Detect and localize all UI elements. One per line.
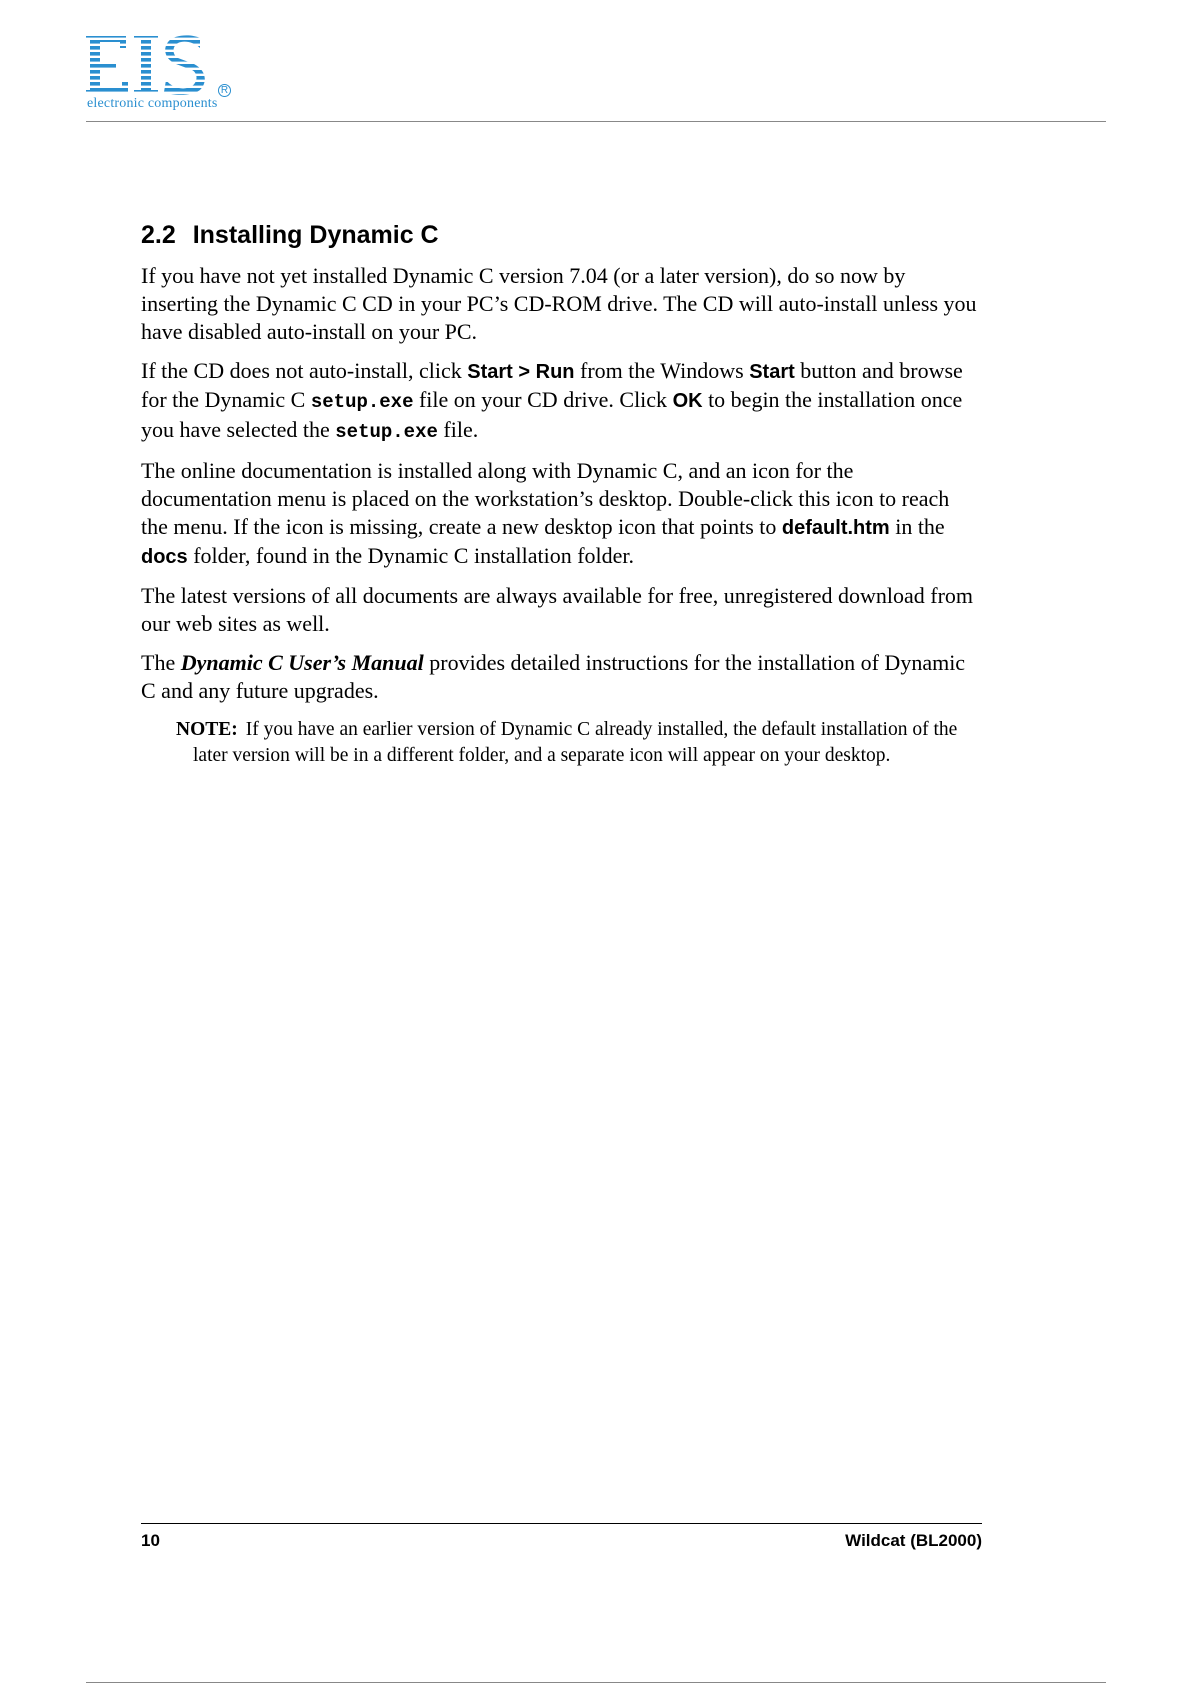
section-title: Installing Dynamic C <box>192 221 439 249</box>
p3-text-c: folder, found in the Dynamic C installation folder. <box>187 543 635 568</box>
logo-letter-i <box>134 34 158 96</box>
p2-text-a: If the CD does not auto-install, click <box>141 358 468 383</box>
start-run-command: Start > Run <box>467 361 575 383</box>
p2-text-f: file. <box>437 417 479 442</box>
start-button-ref: Start <box>749 361 795 383</box>
paragraph-2 <box>141 357 981 446</box>
paragraph-5 <box>141 649 981 705</box>
logo-letter-e <box>86 34 130 96</box>
page-content <box>141 220 981 769</box>
paragraph-4: The latest versions of all documents are always available for free, unregistered download from our web sites as well. <box>141 583 974 636</box>
note-label: NOTE: <box>176 719 238 740</box>
p3-text-b: in the <box>889 514 945 539</box>
section-number: 2.2 <box>141 221 176 249</box>
header-rule <box>86 121 1106 122</box>
default-htm-ref: default.htm <box>781 517 890 539</box>
paragraph-1: If you have not yet installed Dynamic C version 7.04 (or a later version), do so now by inserting the Dynamic C CD in your PC’s CD-ROM drive. The CD will auto-install unless you have disabled auto-install on your PC. <box>141 263 977 344</box>
paragraph-3 <box>141 457 981 571</box>
p2-text-b: from the Windows <box>574 358 750 383</box>
logo-subtext: electronic components <box>87 96 218 111</box>
note-block <box>176 717 981 769</box>
bottom-rule <box>86 1682 1106 1683</box>
p2-text-e: to begin the installation once you have selected the <box>141 387 963 442</box>
manual-title-ref: Dynamic C User’s Manual <box>180 650 424 675</box>
eis-logo <box>86 30 236 116</box>
setup-exe-ref: setup.exe <box>310 391 414 413</box>
section-heading <box>141 220 981 250</box>
page-number: 10 <box>141 1531 160 1550</box>
logo-letter-s <box>162 34 206 96</box>
footer-doc-title: Wildcat (BL2000) <box>845 1531 982 1550</box>
p2-text-c: button and browse for the Dynamic C <box>141 358 963 412</box>
eis-logo-letters <box>86 34 206 96</box>
p5-text-b: provides detailed instructions for the installation of Dynamic C and any future upgrades. <box>141 650 966 703</box>
p5-text-a: The <box>141 650 181 675</box>
p2-text-d: file on your CD drive. Click <box>413 387 673 412</box>
ok-button-ref: OK <box>672 390 703 412</box>
note-text: If you have an earlier version of Dynamic C already installed, the default installation of the later version will be in a different folder, and a separate icon will appear on your desktop. <box>193 719 958 766</box>
registered-mark-icon: R <box>218 84 231 97</box>
p3-text-a: The online documentation is installed along with Dynamic C, and an icon for the documentation menu is placed on the workstation’s desktop. Double-click this icon to reach the menu. If the icon is missing, create a new desktop icon that points to <box>141 458 950 539</box>
footer-rule <box>141 1523 982 1524</box>
docs-folder-ref: docs <box>141 546 188 568</box>
setup-exe-ref-2: setup.exe <box>335 421 438 443</box>
